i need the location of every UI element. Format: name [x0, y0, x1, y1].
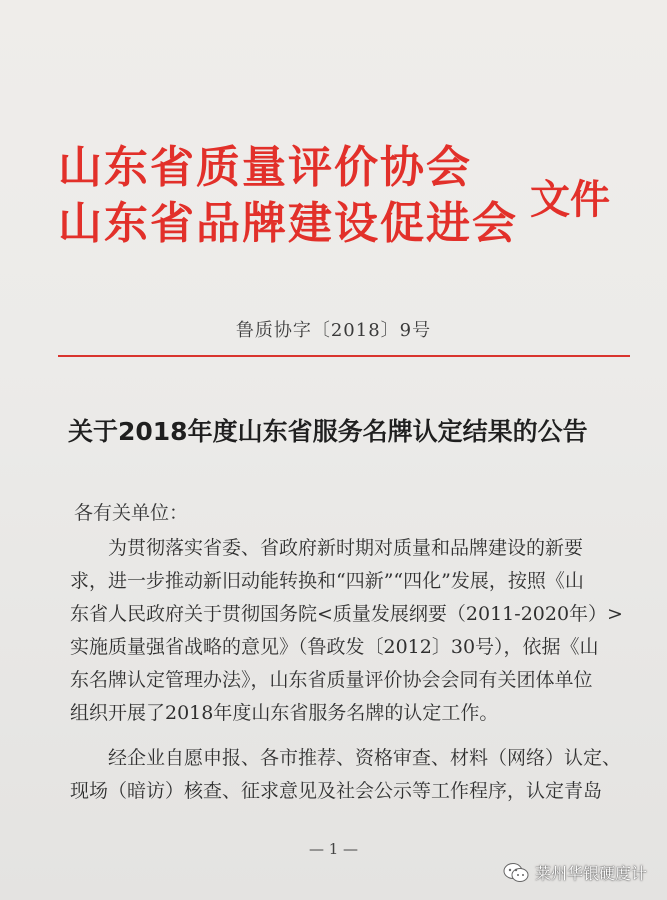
document-title: 关于2018年度山东省服务名牌认定结果的公告: [68, 417, 588, 446]
body-line: 东省人民政府关于贯彻国务院<质量发展纲要（2011-2020年）>: [70, 603, 623, 625]
document-body: [70, 532, 640, 808]
body-line: 东名牌认定管理办法》，山东省质量评价协会会同有关团体单位: [70, 669, 593, 691]
body-line: 实施质量强省战略的意见》（鲁政发〔2012〕30号），依据《山: [70, 636, 599, 658]
document-header: [58, 140, 610, 252]
salutation: 各有关单位：: [74, 502, 189, 524]
org-name-1: 山东省质量评价协会: [58, 142, 472, 193]
red-divider: [58, 355, 630, 357]
body-line: 经企业自愿申报、各市推荐、资格审查、材料（网络）认定、: [108, 747, 622, 769]
watermark-text: 莱州华银硬度计: [534, 864, 647, 883]
body-line: 组织开展了2018年度山东省服务名牌的认定工作。: [70, 702, 499, 724]
body-line: 为贯彻落实省委、省政府新时期对质量和品牌建设的新要: [108, 537, 584, 559]
document-number: 鲁质协字〔2018〕9号: [235, 320, 432, 341]
body-line: 现场（暗访）核查、征求意见及社会公示等工作程序，认定青岛: [70, 780, 603, 802]
org-name-2: 山东省品牌建设促进会: [58, 198, 518, 249]
wechat-icon: [503, 862, 529, 884]
issuing-organizations: [58, 140, 518, 252]
page-number: — 1 —: [308, 840, 359, 858]
watermark: [503, 861, 647, 884]
body-line: 求，进一步推动新旧动能转换和“四新”“四化”发展，按照《山: [70, 570, 584, 592]
document-suffix: 文件: [530, 176, 610, 223]
